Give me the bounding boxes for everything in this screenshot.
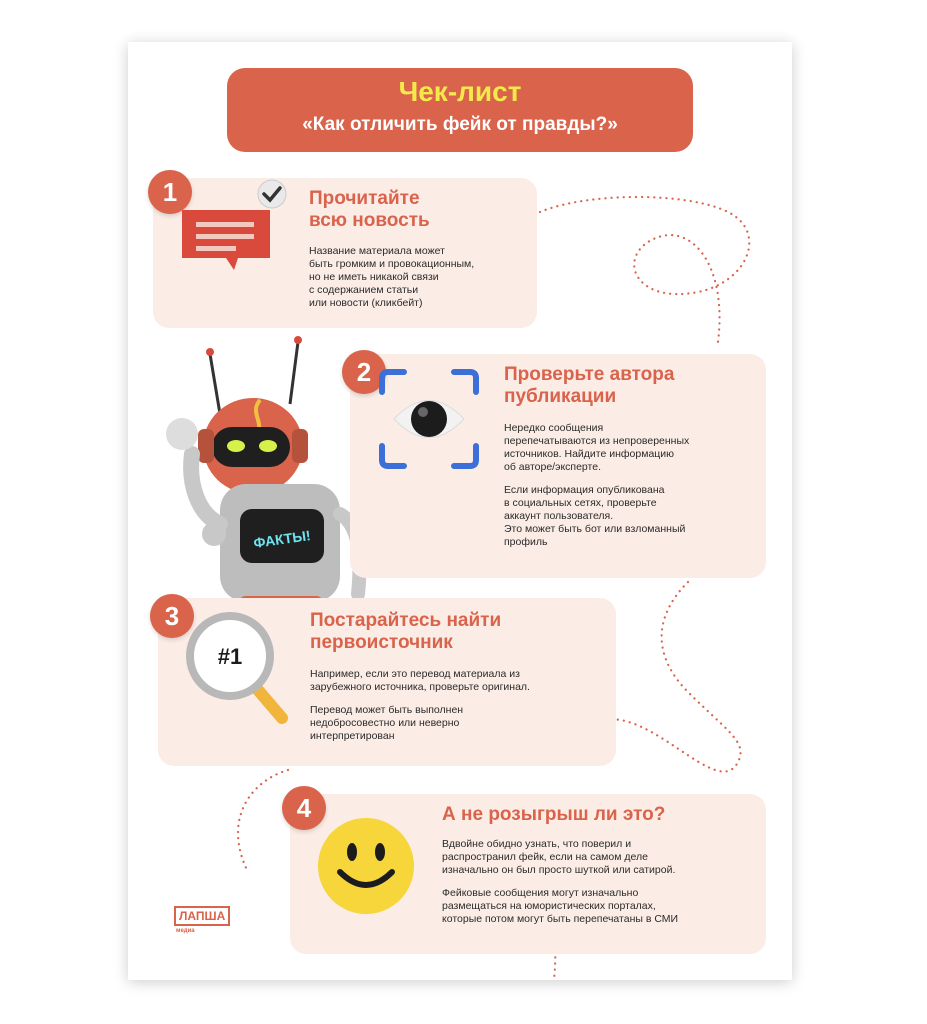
step-3-text-line: интерпретирован [310,730,395,742]
step-4-text-line: распространил фейк, если на самом деле [442,851,648,863]
step-1-text-line: или новости (кликбейт) [309,297,423,309]
step-2-text-line: перепечатываются из непроверенных [504,435,690,447]
step-3-heading [310,610,501,654]
step-2-text-line: в социальных сетях, проверьте [504,497,657,509]
step-2-text [504,422,689,549]
step-2-heading-line: публикации [504,386,617,407]
page-title: Чек-лист [398,76,522,107]
message-check-icon [178,178,290,272]
step-3-text-spacer [310,694,530,704]
step-3-heading-line: первоисточник [310,632,453,653]
lapsha-logo-sub: медиа [176,928,195,934]
step-4-text [442,838,678,926]
step-2-text-spacer [504,474,689,484]
step-2-heading [504,364,674,408]
step-1-text [309,245,474,310]
step-3-text [310,668,530,743]
step-1-heading [309,188,430,232]
step-2-text-line: Это может быть бот или взломанный [504,523,686,535]
step-4-heading-line: А не розыгрыш ли это? [442,804,666,825]
step-2-text-line: аккаунт пользователя. [504,510,614,522]
step-3-text-line: зарубежного источника, проверьте оригинал. [310,681,530,693]
eye-scan-icon [376,368,482,472]
step-4-text-line: изначально он был просто шуткой или сатирой. [442,864,676,876]
step-2-heading-line: Проверьте автора [504,364,675,385]
robot-screen-text: ФАКТЫ! [252,527,312,551]
lapsha-logo: ЛАПША [174,906,230,926]
step-4-text-line: Фейковые сообщения могут изначально [442,887,639,899]
step-2-text-line: источников. Найдите информацию [504,448,675,460]
poster [128,42,792,980]
step-2-text-line: об авторе/эксперте. [504,461,601,473]
step-4-text-line: которые потом могут быть перепечатаны в СМИ [442,913,679,925]
step-1-heading-line: всю новость [309,210,430,231]
step-4-text-line: размещаться на юмористических порталах, [442,900,656,912]
step-3-text-line: недобросовестно или неверно [310,717,460,729]
step-4-heading [442,804,665,826]
step-2-text-line: Если информация опубликована [504,484,665,496]
step-3-text-line: Например, если это перевод материала из [310,668,520,680]
step-1-text-line: быть громким и провокационным, [309,258,475,270]
step-3-heading-line: Постарайтесь найти [310,610,502,631]
step-1-text-line: Название материала может [309,245,445,257]
step-1-number: 1 [148,170,192,214]
step-2-text-line: Нередко сообщения [504,422,604,434]
step-1-text-line: но не иметь никакой связи [309,271,439,283]
step-1-text-line: с содержанием статьи [309,284,419,296]
magnifier-label: #1 [217,644,243,669]
step-3-text-line: Перевод может быть выполнен [310,704,464,716]
step-2-text-line: профиль [504,536,548,548]
step-4-number: 4 [282,786,326,830]
smiley-icon [314,814,418,918]
page-subtitle: «Как отличить фейк от правды?» [302,114,618,135]
step-2-number: 2 [342,350,386,394]
step-1-heading-line: Прочитайте [309,188,420,209]
step-4-text-line: Вдвойне обидно узнать, что поверил и [442,838,632,850]
step-4-text-spacer [442,877,678,887]
step-3-number: 3 [150,594,194,638]
title-banner [227,68,693,152]
